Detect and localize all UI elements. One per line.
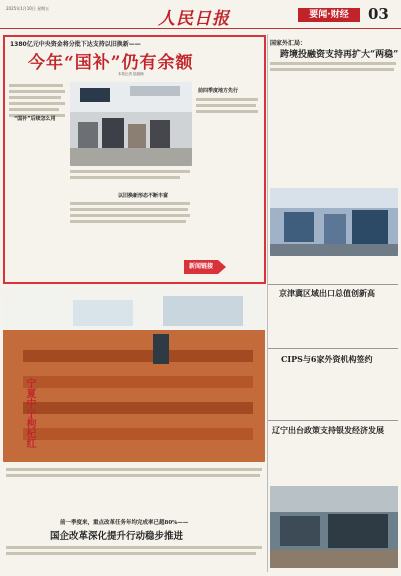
lead-text-col-3 — [196, 96, 260, 256]
story-liaoning-title[interactable]: 辽宁出台政策支持银发经济发展 — [272, 425, 384, 435]
story-soe-kicker: 前一季度来，重点改革任务年均完成率已超80%—— — [60, 520, 189, 526]
lead-subhead-2: 前四季度地方先行 — [198, 88, 239, 94]
story-jingjin-title[interactable]: 京津冀区域出口总值创新高 — [279, 288, 375, 298]
factory-photo — [270, 486, 398, 568]
column-divider — [267, 34, 268, 572]
lead-photo-caption — [70, 168, 192, 186]
story-cips-title[interactable]: CIPS与6家外资机构签约 — [281, 354, 373, 364]
lead-byline: 本报记者 陆娅楠 — [118, 72, 144, 76]
section-label: 要闻·财经 — [298, 8, 360, 22]
goji-vertical-title[interactable]: 宁夏中宁枸杞红 — [24, 378, 35, 448]
page-number: 03 — [368, 5, 389, 23]
lead-text-col-2 — [70, 200, 192, 276]
lead-title[interactable]: 今年“国补”仍有余额 — [28, 53, 194, 73]
story-jingjin-text — [270, 300, 398, 344]
story-soe-text — [6, 544, 264, 572]
forum-caption — [270, 258, 398, 274]
newspaper-logo: 人民日报 — [158, 9, 230, 29]
lead-kicker: 1380亿元中央资金将分批下达支持以旧换新—— — [10, 41, 141, 48]
masthead — [0, 0, 401, 29]
lead-subhead-1: “国补”后续怎么用 — [14, 116, 56, 122]
story-forex-kicker: 国家外汇局： — [270, 40, 307, 47]
lead-photo — [70, 82, 192, 166]
forum-photo — [270, 188, 398, 256]
story-liaoning-text — [270, 438, 398, 482]
story-soe-title[interactable]: 国企改革深化提升行动稳步推进 — [50, 531, 184, 542]
date-line: 2025年1月10日 星期五 — [6, 6, 50, 11]
story-forex-title[interactable]: 跨境投融资支持再扩大“两稳” — [280, 50, 399, 60]
divider — [268, 348, 398, 349]
divider — [268, 420, 398, 421]
story-cips-text — [270, 366, 398, 416]
lead-subhead-3: 以旧换新形态不断丰富 — [118, 193, 169, 199]
goji-photo — [3, 290, 265, 462]
news-link-tag[interactable]: 新闻链接 — [184, 260, 218, 274]
story-forex-text — [270, 60, 398, 186]
divider — [268, 284, 398, 285]
lead-text-col-1 — [9, 82, 67, 278]
goji-text — [6, 466, 264, 510]
